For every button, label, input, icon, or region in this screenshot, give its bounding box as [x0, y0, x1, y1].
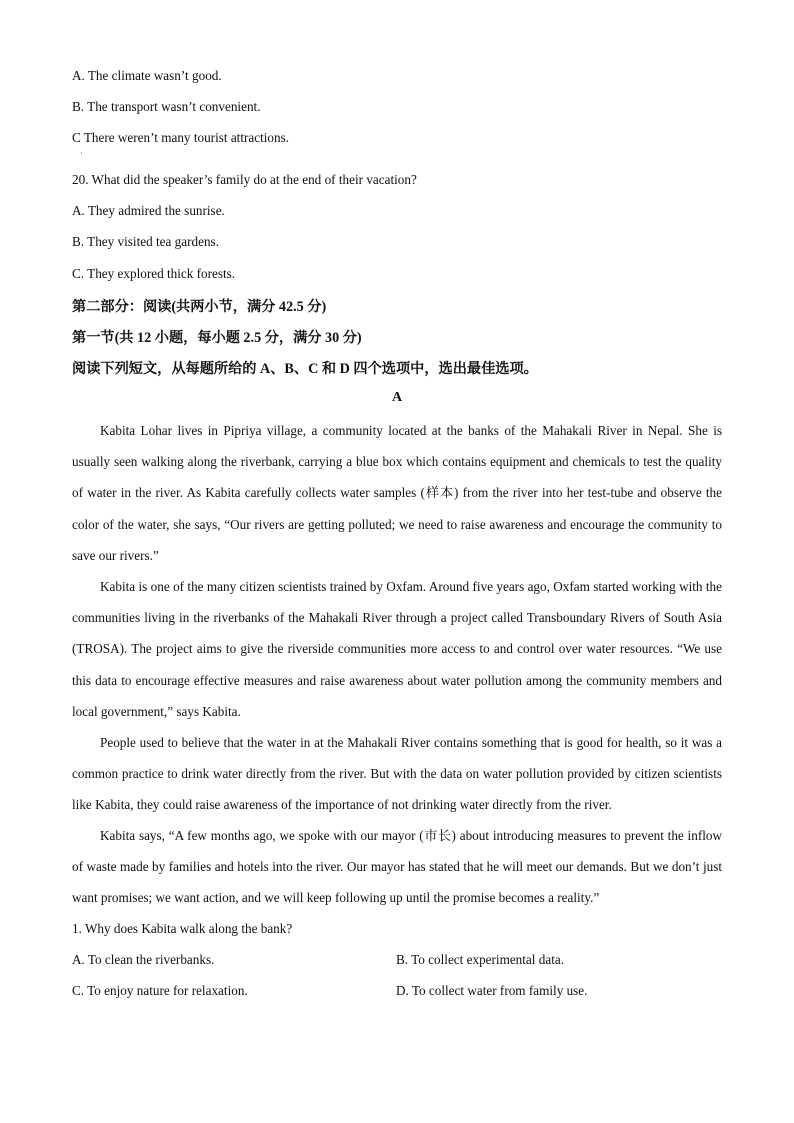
- q1-option-c: C. To enjoy nature for relaxation.: [72, 983, 248, 998]
- q1-option-a: A. To clean the riverbanks.: [72, 952, 215, 967]
- passage-paragraph-4: Kabita says, “A few months ago, we spoke with our mayor (市长) about introducing measures to prevent the inflow of waste made by families and hotels into the river. Our mayor has stated that he will meet our demands. But we don’t just want promises; we want action, and we will keep following up until the promise becomes a reality.”: [72, 828, 722, 906]
- q19-option-b: B. The transport wasn’t convenient.: [72, 99, 261, 114]
- passage-paragraph-3: People used to believe that the water in at the Mahakali River contains something that is good for health, so it was a common practice to drink water directly from the river. But with the data on water pollution provided by citizen scientists like Kabita, they could raise awareness of the importance of not drinking water directly from the river.: [72, 735, 722, 813]
- q20-question: 20. What did the speaker’s family do at the end of their vacation?: [72, 172, 417, 187]
- q19-option-a: A. The climate wasn’t good.: [72, 68, 222, 83]
- q20-option-a: A. They admired the sunrise.: [72, 203, 225, 218]
- passage-paragraph-2: Kabita is one of the many citizen scientists trained by Oxfam. Around five years ago, Oxfam started working with the communities living in the riverbanks of the Mahakali River through a project called Transboundary Rivers of South Asia (TROSA). The project aims to give the riverside communities more access to and control over water resources. “We use this data to encourage effective measures and raise awareness about water pollution among the community members and local government,” says Kabita.: [72, 579, 722, 719]
- stray-dot: ·: [80, 149, 83, 158]
- q1-question: 1. Why does Kabita walk along the bank?: [72, 921, 293, 936]
- q1-option-b: B. To collect experimental data.: [396, 952, 565, 967]
- section-instruction: 阅读下列短文，从每题所给的 A、B、C 和 D 四个选项中，选出最佳选项。: [72, 361, 538, 377]
- q20-option-b: B. They visited tea gardens.: [72, 234, 219, 249]
- q20-option-c: C. They explored thick forests.: [72, 266, 236, 281]
- section-part-title: 第二部分：阅读(共两小节，满分 42.5 分): [72, 299, 327, 315]
- q19-option-c: C There weren’t many tourist attractions.: [72, 130, 290, 145]
- section-sub-title: 第一节(共 12 小题，每小题 2.5 分，满分 30 分): [72, 330, 362, 346]
- passage-paragraph-1: Kabita Lohar lives in Pipriya village, a community located at the banks of the Mahakali River in Nepal. She is usually seen walking along the riverbank, carrying a blue box which contains equipment and chemicals to test the quality of water in the river. As Kabita carefully collects water samples (样本) from the river into her test-tube and observe the color of the water, she says, “Our rivers are getting polluted; we need to raise awareness and encourage the community to save our rivers.”: [72, 423, 722, 563]
- q1-option-d: D. To collect water from family use.: [396, 983, 588, 998]
- passage-label: A: [391, 390, 403, 405]
